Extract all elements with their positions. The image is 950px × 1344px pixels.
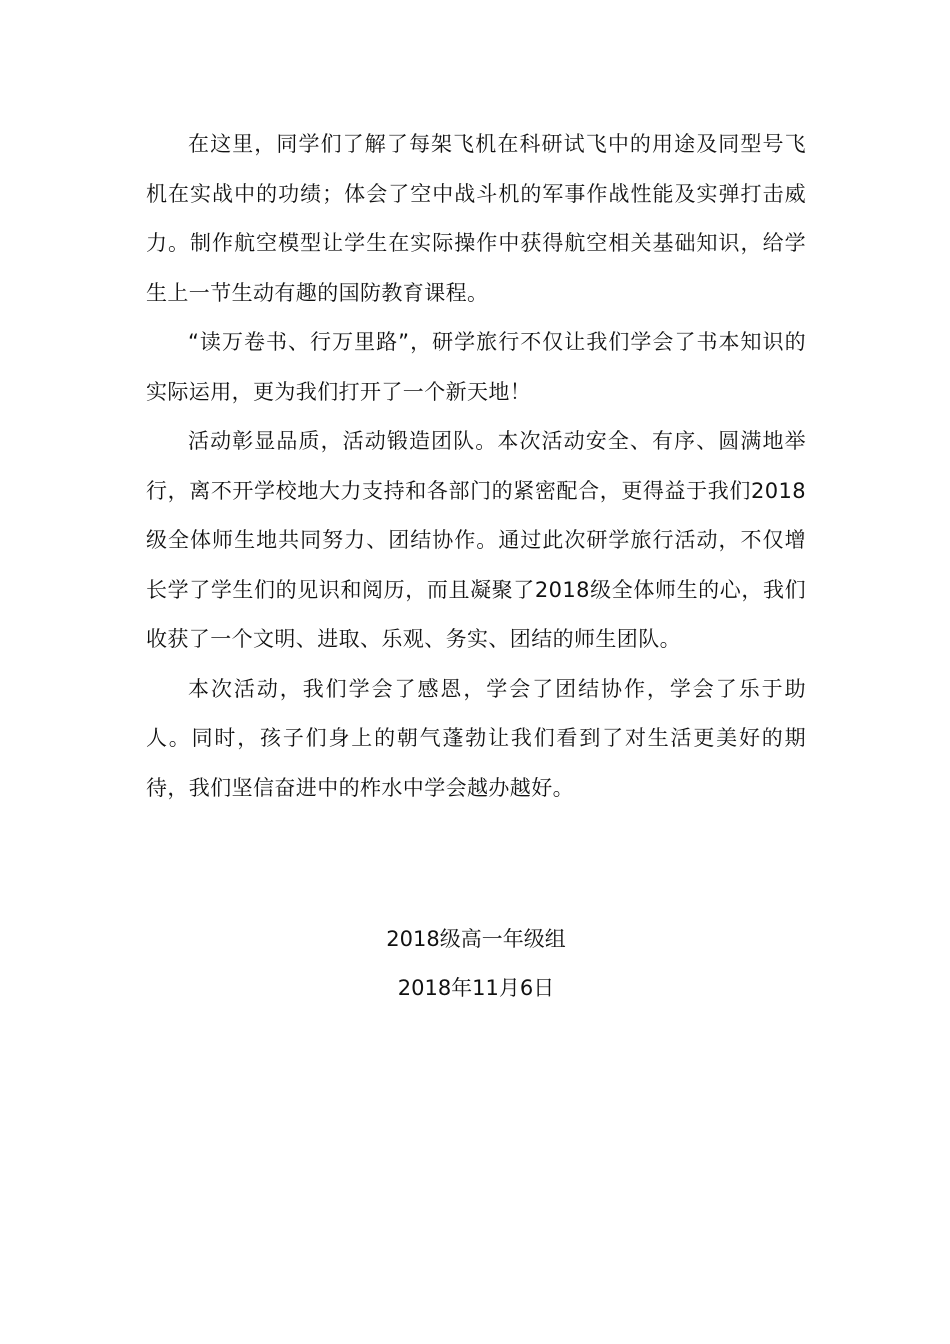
document-body [146, 120, 806, 813]
paragraph-4: 本次活动，我们学会了感恩，学会了团结协作，学会了乐于助人。同时，孩子们身上的朝气蓬勃让我们看到了对生活更美好的期待，我们坚信奋进中的柞水中学会越办越好。 [146, 676, 806, 800]
paragraph-2: “读万卷书、行万里路”，研学旅行不仅让我们学会了书本知识的实际运用，更为我们打开了一个新天地！ [146, 330, 806, 404]
paragraph-3: 活动彰显品质，活动锻造团队。本次活动安全、有序、圆满地举行，离不开学校地大力支持和各部门的紧密配合，更得益于我们2018级全体师生地共同努力、团结协作。通过此次研学旅行活动，不仅增长学了学生们的见识和阅历，而且凝聚了2018级全体师生的心，我们收获了一个文明、进取、乐观、务实、团结的师生团队。 [146, 429, 806, 651]
signature-organization: 2018级高一年级组 [386, 927, 566, 951]
signature-block [146, 915, 806, 1013]
paragraph-1: 在这里，同学们了解了每架飞机在科研试飞中的用途及同型号飞机在实战中的功绩；体会了空中战斗机的军事作战性能及实弹打击威力。制作航空模型让学生在实际操作中获得航空相关基础知识，给学生上一节生动有趣的国防教育课程。 [146, 132, 806, 305]
signature-date: 2018年11月6日 [397, 976, 555, 1000]
